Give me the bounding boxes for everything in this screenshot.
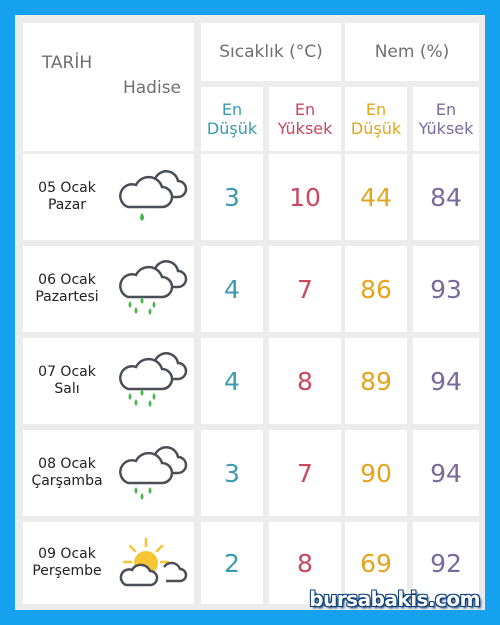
temp-max-header-line1: En <box>294 100 316 119</box>
temp-max-value: 7 <box>269 246 341 332</box>
temperature-header-label: Sıcaklık (°C) <box>219 42 323 62</box>
sun-cloud-icon <box>110 522 194 604</box>
temp-min-value: 3 <box>201 430 263 516</box>
temp-min-header-line1: En <box>221 100 243 119</box>
cloud-rain-heavy-icon <box>110 246 194 332</box>
temp-max-header <box>269 87 341 151</box>
table-row-date <box>23 522 111 604</box>
row-day: 09 Ocak <box>38 546 96 562</box>
row-weekday: Çarşamba <box>31 473 103 489</box>
table-row-date <box>23 430 111 516</box>
temp-min-value: 2 <box>201 522 263 604</box>
hum-min-header <box>345 87 407 151</box>
row-weekday: Pazar <box>47 197 87 213</box>
temp-min-value: 3 <box>201 154 263 240</box>
cloud-rain-heavy-icon <box>110 338 194 424</box>
temp-min-value: 4 <box>201 246 263 332</box>
hum-min-value: 69 <box>345 522 407 604</box>
row-day: 06 Ocak <box>38 272 96 288</box>
temp-max-value: 7 <box>269 430 341 516</box>
row-weekday: Salı <box>54 381 80 397</box>
cloud-rain-light-icon <box>110 430 194 516</box>
hum-max-value: 94 <box>413 338 479 424</box>
hum-min-header-line2: Düşük <box>350 119 402 138</box>
temp-max-value: 8 <box>269 522 341 604</box>
temp-min-value: 4 <box>201 338 263 424</box>
hum-min-header-line1: En <box>365 100 387 119</box>
humidity-header-label: Nem (%) <box>374 42 450 62</box>
hum-min-value: 89 <box>345 338 407 424</box>
event-header <box>110 23 194 151</box>
table-row-date <box>23 246 111 332</box>
temp-min-header <box>201 87 263 151</box>
hum-min-value: 90 <box>345 430 407 516</box>
temp-min-header-line2: Düşük <box>206 119 258 138</box>
temp-max-value: 8 <box>269 338 341 424</box>
temperature-header <box>201 23 341 81</box>
hum-max-value: 94 <box>413 430 479 516</box>
hum-max-value: 93 <box>413 246 479 332</box>
table-row-date <box>23 154 111 240</box>
row-day: 07 Ocak <box>38 364 96 380</box>
hum-max-header-line2: Yüksek <box>418 119 474 138</box>
forecast-table <box>15 15 485 610</box>
hum-min-value: 86 <box>345 246 407 332</box>
row-weekday: Perşembe <box>32 563 102 579</box>
date-header <box>23 23 111 151</box>
table-row-date <box>23 338 111 424</box>
hum-max-header <box>413 87 479 151</box>
temp-max-header-line2: Yüksek <box>277 119 333 138</box>
hum-min-value: 44 <box>345 154 407 240</box>
row-day: 05 Ocak <box>38 180 96 196</box>
row-weekday: Pazartesi <box>35 289 99 305</box>
watermark: bursabakis.com <box>309 587 480 611</box>
humidity-header <box>345 23 479 81</box>
date-header-label: TARİH <box>41 53 93 73</box>
hum-max-header-line1: En <box>435 100 457 119</box>
cloud-rain-light-icon <box>110 154 194 240</box>
event-header-label: Hadise <box>122 78 182 98</box>
temp-max-value: 10 <box>269 154 341 240</box>
hum-max-value: 92 <box>413 522 479 604</box>
row-day: 08 Ocak <box>38 456 96 472</box>
hum-max-value: 84 <box>413 154 479 240</box>
